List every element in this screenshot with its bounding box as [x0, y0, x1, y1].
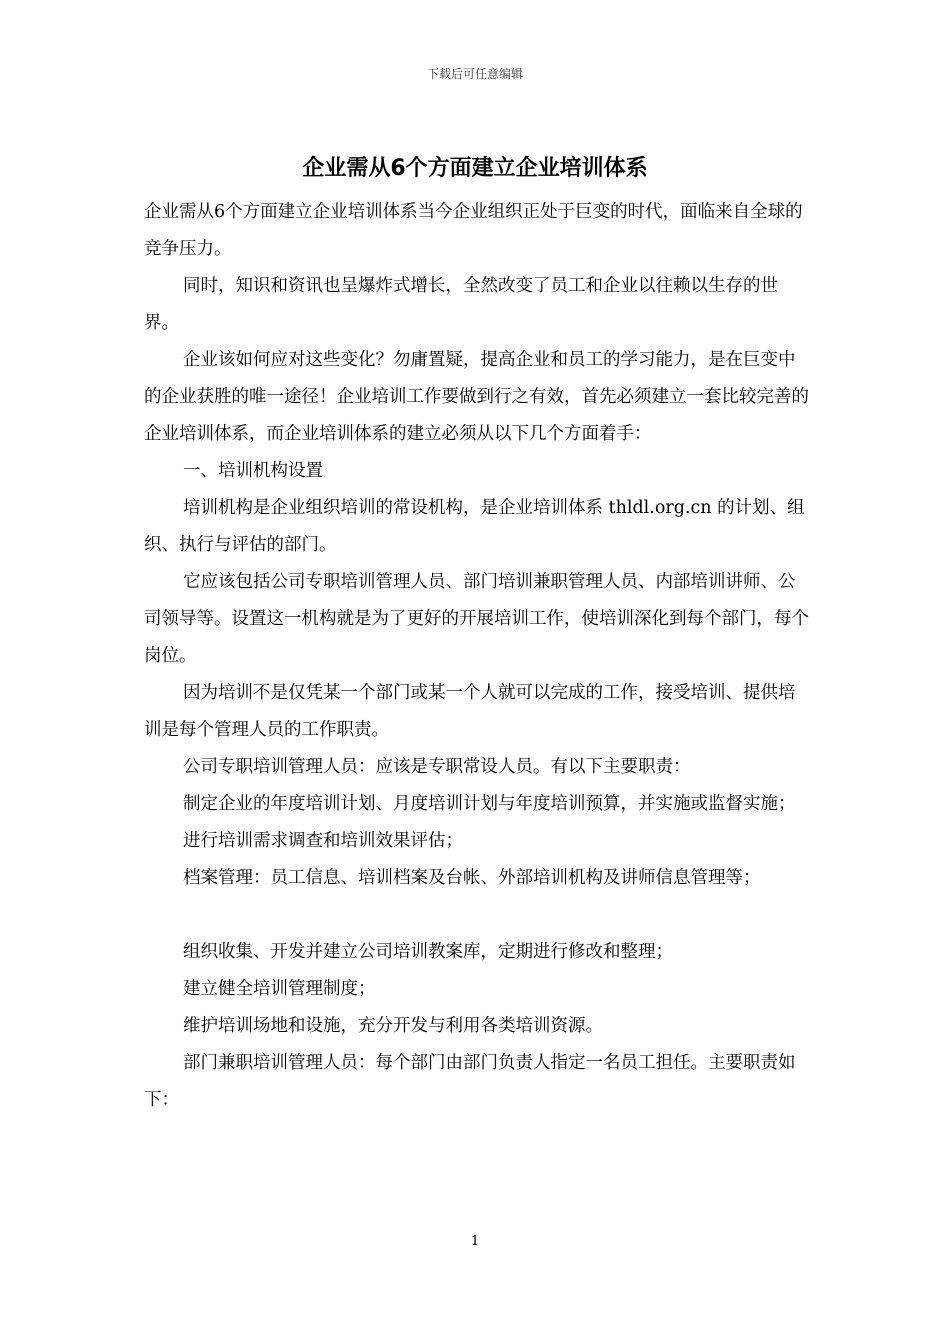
list-item: 进行培训需求调查和培训效果评估； — [183, 831, 463, 851]
paragraph-intro: 企业需从6个方面建立企业培训体系当今企业组织正处于巨变的时代，面临来自全球的竞争压力。 — [144, 202, 803, 259]
blank-line — [144, 897, 809, 934]
paragraph: 它应该包括公司专职培训管理人员、部门培训兼职管理人员、内部培训讲师、公司领导等。设置这一机构就是为了更好的开展培训工作，使培训深化到每个部门，每个岗位。 — [144, 572, 809, 666]
list-item: 组织收集、开发并建立公司培训教案库，定期进行修改和整理； — [183, 942, 673, 962]
document-title: 企业需从6个方面建立企业培训体系 — [302, 156, 648, 181]
list-item: 档案管理：员工信息、培训档案及台帐、外部培训机构及讲师信息管理等； — [183, 868, 761, 888]
paragraph: 公司专职培训管理人员：应该是专职常设人员。有以下主要职责： — [183, 757, 691, 777]
section-heading: 一、培训机构设置 — [183, 461, 323, 481]
list-item: 建立健全培训管理制度； — [183, 979, 376, 999]
paragraph: 培训机构是企业组织培训的常设机构，是企业培训体系 thldl.org.cn 的计划、组织、执行与评估的部门。 — [144, 498, 805, 555]
list-item: 维护培训场地和设施，充分开发与利用各类培训资源。 — [183, 1016, 603, 1036]
document-body — [144, 194, 809, 1119]
paragraph: 企业该如何应对这些变化？勿庸置疑，提高企业和员工的学习能力，是在巨变中的企业获胜的唯一途径！企业培训工作要做到行之有效，首先必须建立一套比较完善的企业培训体系，而企业培训体系的建立必须从以下几个方面着手： — [144, 350, 809, 444]
paragraph: 部门兼职培训管理人员：每个部门由部门负责人指定一名员工担任。主要职责如下： — [144, 1053, 796, 1110]
list-item: 制定企业的年度培训计划、月度培训计划与年度培训预算，并实施或监督实施； — [183, 794, 796, 814]
page-number: 1 — [470, 1234, 480, 1249]
paragraph: 同时，知识和资讯也呈爆炸式增长，全然改变了员工和企业以往赖以生存的世界。 — [144, 276, 778, 333]
paragraph: 因为培训不是仅凭某一个部门或某一个人就可以完成的工作，接受培训、提供培训是每个管理人员的工作职责。 — [144, 683, 796, 740]
page-header: 下载后可任意编辑 — [426, 67, 523, 81]
